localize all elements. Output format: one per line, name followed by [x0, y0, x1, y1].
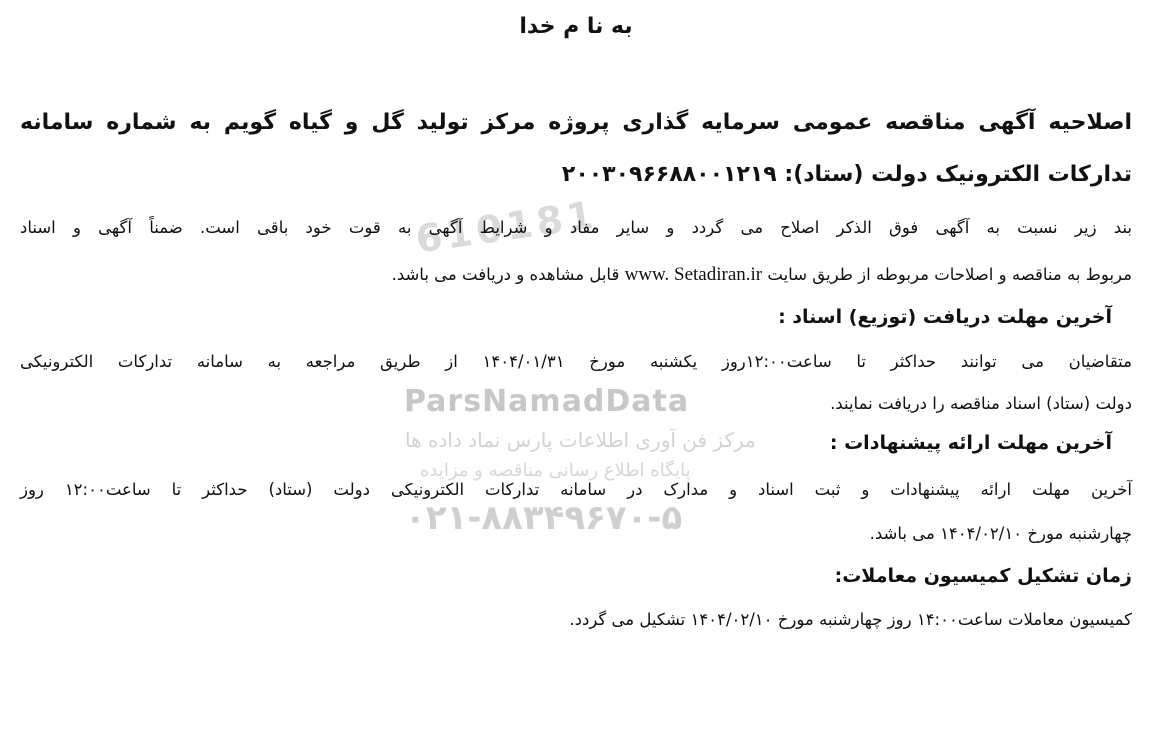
watermark-persian-line2: پایگاه اطلاع رسانی مناقصه و مزایده — [420, 460, 691, 481]
section3-line-1: کمیسیون معاملات ساعت۱۴:۰۰ روز چهارشنبه مورخ ۱۴۰۴/۰۲/۱۰ تشکیل می گردد. — [569, 610, 1132, 629]
intro-text-after-site: قابل مشاهده و دریافت می باشد. — [391, 265, 620, 284]
section-heading-bid-deadline: آخرین مهلت ارائه پیشنهادات : — [829, 432, 1112, 454]
title-line-1: اصلاحیه آگهی مناقصه عمومی سرمایه گذاری پروژه مرکز تولید گل و گیاه گویم به شماره سامانه — [20, 110, 1132, 135]
section-heading-commission: زمان تشکیل کمیسیون معاملات: — [834, 565, 1132, 587]
section2-line-2: چهارشنبه مورخ ۱۴۰۴/۰۲/۱۰ می باشد. — [869, 524, 1132, 543]
watermark-number: 610181 — [412, 192, 600, 262]
section2-line-1: آخرین مهلت ارائه پیشنهادات و ثبت اسناد و مدارک در سامانه تدارکات الکترونیکی دولت (ستاد) حداکثر تا ساعت۱۲:۰۰ روز — [20, 480, 1132, 499]
section-heading-document-deadline: آخرین مهلت دریافت (توزیع) اسناد : — [778, 306, 1112, 328]
bismillah-header: به نا م خدا — [519, 14, 633, 39]
website-link[interactable]: www. Setadiran.ir — [624, 264, 763, 285]
title-line-2: تدارکات الکترونیک دولت (ستاد): ۲۰۰۳۰۹۶۶۸۸۰۰۱۲۱۹ — [561, 162, 1132, 187]
section1-line-1: متقاضیان می توانند حداکثر تا ساعت۱۲:۰۰روز یکشنبه مورخ ۱۴۰۴/۰۱/۳۱ از طریق مراجعه به سامانه تدارکات الکترونیکی — [20, 352, 1132, 371]
intro-line-2 — [20, 264, 1132, 286]
watermark-brand: ParsNamadData — [404, 384, 690, 419]
intro-text-before-site: مربوط به مناقصه و اصلاحات مربوطه از طریق سایت — [767, 265, 1132, 284]
intro-line-1: بند زیر نسبت به آگهی فوق الذکر اصلاح می گردد و سایر مفاد و شرایط آگهی به قوت خود باقی است. ضمناً آگهی و اسناد — [20, 218, 1132, 237]
watermark-persian-line1: مرکز فن آوری اطلاعات پارس نماد داده ها — [405, 428, 756, 452]
section1-line-2: دولت (ستاد) اسناد مناقصه را دریافت نمایند. — [830, 394, 1132, 413]
watermark-phone: ۰۲۱-۸۸۳۴۹۶۷۰-۵ — [405, 498, 683, 538]
